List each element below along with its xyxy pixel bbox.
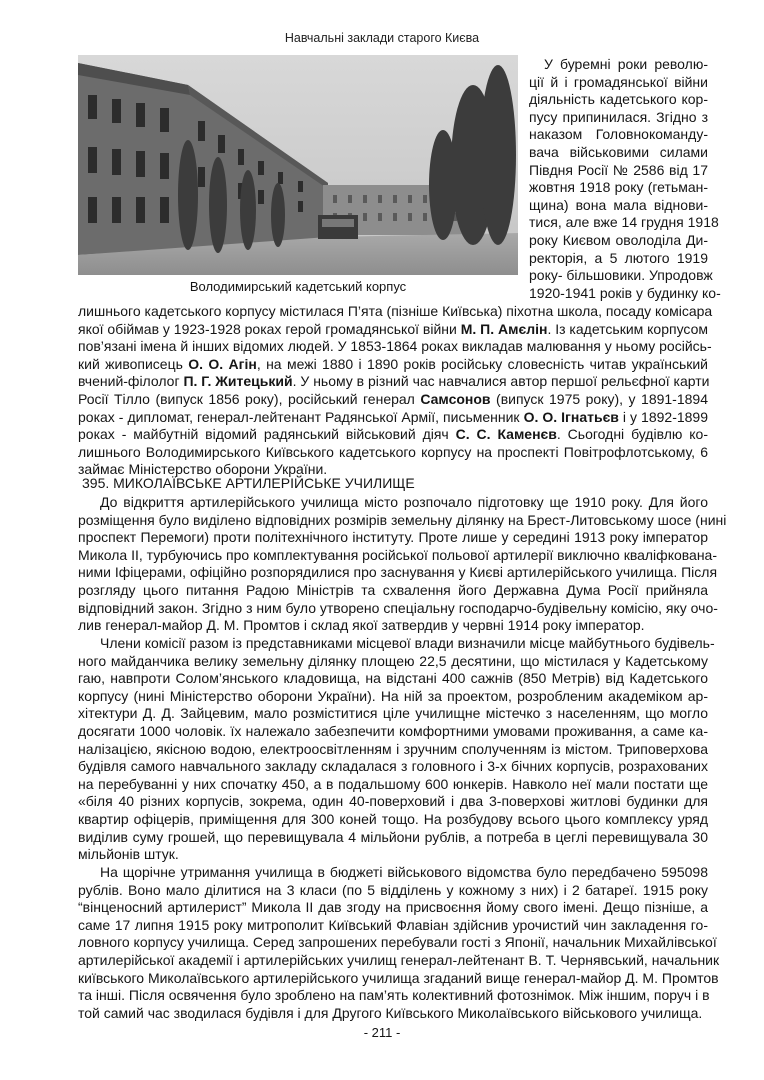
text-line: [78, 303, 713, 321]
text-run: (випуск 1975 року), у 1891-1894: [490, 390, 708, 407]
text-run: пов’язані імена й інших відомих людей. У 1853-1864 роках викладав малювання у ньому російсь-: [78, 338, 712, 355]
paragraph-maintenance: [78, 864, 720, 1022]
building-photo: [78, 55, 518, 275]
text-line: «біля 40 різних корпусів, зокрема, один 40-поверховий і два 3-поверхові житлові будинки для: [78, 793, 708, 810]
text-run: . Із кадетським корпусом: [547, 320, 708, 337]
side-line: Півдня Росії № 2586 від 17: [529, 161, 708, 178]
text-line: корпусу (нині Міністерство оборони України). На ній за проектом, розробленим академіком ар-: [78, 687, 708, 704]
text-run: Росії Тілло (випуск 1856 року), російський генерал: [78, 390, 421, 407]
text-line: проспект Перемоги) проти політехнічного інституту. Проте лише у середині 1913 року імператор: [78, 529, 708, 546]
paragraph-commission: [78, 635, 715, 864]
text-line: [78, 321, 708, 339]
text-run: , на межі 1880 і 1890 років російську словесність читав український: [256, 355, 709, 372]
person-name: М. П. Амєлін: [460, 320, 548, 337]
text-line: рублів. Воно мало ділитися на 3 класи (по 5 відділень у кожному з них) і 2 батареї. 1915 року: [78, 881, 708, 898]
person-name: О. О. Ігнатьєв: [523, 408, 619, 425]
side-line: діяльність кадетського кор-: [529, 91, 708, 108]
text-line: [78, 356, 708, 374]
text-run: займає Міністерство оборони України.: [78, 461, 328, 478]
running-header: Навчальні заклади старого Києва: [284, 31, 480, 45]
text-run: лишнього кадетського корпусу містилася П’ята (пізніше Київська) піхотна школа, посаду комісара: [78, 303, 713, 319]
text-line: ного майданчика велику земельну ділянку площею 22,5 десятини, що містилася у Кадетському: [78, 652, 708, 669]
text-line: Члени комісії разом із представниками місцевої влади визначили місце майбутнього будівель-: [100, 635, 715, 651]
side-line: вача військовими силами: [529, 143, 708, 160]
text-line: квартир офіцерів, приміщення для 300 коней тощо. На розбудову всього цього комплексу уряд: [78, 810, 708, 827]
person-name: П. Г. Житецький: [183, 373, 293, 390]
page-number: - 211 -: [363, 1025, 401, 1040]
text-line: на перебуванні у них спочатку 450, а в подальшому 600 юнкерів. Навколо неї мали постати ще: [78, 775, 708, 792]
text-run: якої обіймав у 1923-1928 роках герой громадянської війни: [78, 320, 461, 337]
text-line: [78, 373, 708, 391]
side-line: тися, але вже 14 грудня 1918: [529, 214, 719, 231]
text-line: будівля самого навчального закладу складалася з головного і 3-х бічних корпусів, розрахованих: [78, 758, 708, 775]
side-line: року Києвом оволоділа Ди-: [529, 231, 708, 248]
text-line: той самий час зводилася будівля і для Другого Київського Миколаївського військового училища.: [78, 1004, 703, 1021]
text-line: та інші. Після освячення було зроблено на пам’ять колективний фотознімок. Між іншим, поруч і в: [78, 987, 710, 1004]
side-line: 1920-1941 років у будинку ко-: [529, 284, 721, 301]
side-line: року- більшовики. Упродовж: [529, 267, 713, 284]
text-run: вчений-філолог: [78, 373, 184, 390]
text-line: саме 17 липня 1915 року митрополит Київський Флавіан здійснив урочистий чин закладення го-: [78, 916, 708, 933]
text-line: розміщення було виділено відповідних розмірів земельну ділянку на Брест-Литовському шосе (нині: [78, 511, 727, 528]
side-line: пусу припинилася. Згідно з: [529, 108, 708, 125]
text-line: лив генерал-майор Д. М. Промтов і склад якої затвердив у червні 1914 року імператор.: [78, 617, 645, 634]
section-heading: 395. МИКОЛАЇВСЬКЕ АРТИЛЕРІЙСЬКЕ УЧИЛИЩЕ: [82, 475, 415, 491]
text-line: гаю, навпроти Солом’янського кладовища, на відстані 400 сажнів (850 Метрів) від Кадетського: [78, 670, 708, 687]
text-line: артилерійської академії і артилерійських училищ генерал-лейтенант В. Т. Чернявський, начальник: [78, 951, 720, 968]
person-name: Самсонов: [420, 390, 491, 407]
text-line: ними Іфіцерами, офіційно розпорядилися про заснування у Києві артилерійського училища. Після: [78, 564, 718, 581]
text-line: [78, 409, 708, 427]
text-line: [78, 444, 708, 462]
side-line: щина) вона мала віднови-: [529, 196, 708, 213]
text-run: . У ньому в різний час навчалися автор першої рельєфної карти: [292, 373, 710, 390]
side-line: жовтня 1918 року (гетьман-: [529, 179, 708, 196]
paragraph-cadet-corps: [78, 303, 713, 479]
text-line: виділив суму грошей, що перевищувала 4 мільйони рублів, а потреба в цеглі перевищувала 30: [78, 828, 708, 845]
paragraph-school-founding: [78, 494, 727, 635]
text-line: До відкриття артилерійського училища місто розпочало підготовку ще 1910 року. Для його: [100, 494, 708, 510]
text-line: хітектури Д. Д. Зайцевим, мало розміститися ціле училищне містечко з населенням, що могло: [78, 705, 708, 722]
text-line: розгляду цього питання Радою Міністрів та схвалення його Державна Дума Росії прийняла: [78, 581, 708, 598]
photo-caption: Володимирський кадетський корпус: [189, 279, 407, 294]
text-line: “вінценосний артилерист” Микола II дав згоду на присвоєння йому свого імені. Дещо пізніше, а: [78, 899, 708, 916]
person-name: О. О. Агін: [188, 355, 257, 372]
text-line: київського Миколаївського артилерійського училища згаданий вище генерал-майор Д. М. Промтов: [78, 969, 719, 986]
person-name: С. С. Каменєв: [455, 426, 557, 443]
text-run: лишнього Володимирського Київського кадетського корпусу на проспекті Повітрофлотському, 6: [78, 443, 708, 460]
text-line: [78, 426, 708, 444]
text-run: кий живописець: [78, 355, 189, 372]
intro-side-column: [529, 56, 721, 302]
text-line: [78, 391, 708, 409]
side-line: У буремні роки револю-: [544, 56, 708, 72]
text-line: відповідний закон. Згідно з ним було утворено спеціальну господарчо-будівельну комісію, яку очо-: [78, 599, 718, 616]
text-line: На щорічне утримання училища в бюджеті військового відомства було передбачено 595098: [100, 864, 708, 880]
text-line: Микола II, турбуючись про комплектування російської польової артилерії виключно кваліфкована-: [78, 546, 718, 563]
text-line: ловного корпусу училища. Серед запрошених перебували гості з Японії, начальник Михайлівської: [78, 934, 717, 951]
text-run: роках - майбутній відомий радянський військовий діяч: [78, 426, 456, 443]
side-line: наказом Головнокоманду-: [529, 126, 708, 143]
text-run: . Сьогодні будівлю ко-: [556, 426, 709, 443]
text-run: роках - дипломат, генерал-лейтенант Радянської Армії, письменник: [78, 408, 524, 425]
text-line: досягати 1000 чоловік. їх належало забезпечити комфортними умовами проживання, а саме ка-: [78, 722, 708, 739]
text-run: і у 1892-1899: [618, 408, 709, 425]
text-line: [78, 338, 712, 356]
text-line: налізацією, якісною водою, електроосвітленням і зручним сполученням із містом. Триповерхова: [78, 740, 708, 757]
side-line: ції й і громадянської війни: [529, 73, 708, 90]
text-line: мільйонів штук.: [78, 846, 179, 863]
side-line: ректорія, а 5 лютого 1919: [529, 249, 708, 266]
